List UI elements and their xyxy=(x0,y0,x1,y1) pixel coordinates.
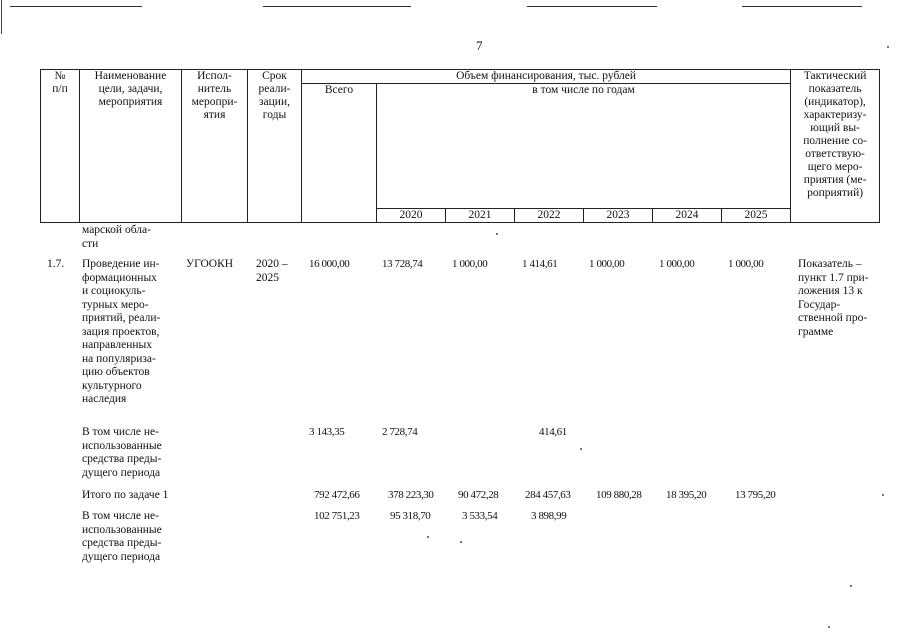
row-1-7-2024: 1 000,00 xyxy=(659,258,695,270)
row-total-task1-2021: 90 472,28 xyxy=(458,489,499,501)
row-1-7-executor: УГООКН xyxy=(186,258,234,270)
row-1-7-indicator: Показатель – пункт 1.7 при- ложения 13 к Государ- ственной про- грамме xyxy=(798,258,869,338)
top-rule-2 xyxy=(263,6,411,7)
header-year-2024: 2024 xyxy=(653,209,722,223)
scan-speck xyxy=(850,585,852,587)
table-header xyxy=(40,69,880,223)
row-1-7-name: Проведение ин- формационных и социокуль- турных меро- приятий, реали- зация проектов, направленных на популяриза- цию объектов культурного наследия xyxy=(82,258,161,405)
row-total-task1-2022: 284 457,63 xyxy=(525,489,571,501)
row-1-7-total: 16 000,00 xyxy=(309,258,350,270)
row-1-7-2021: 1 000,00 xyxy=(452,258,488,270)
scan-speck xyxy=(887,46,889,48)
header-indicator: Тактический показатель (индикатор), характеризу- ющий вы- полнение со- ответствую- щего меро- приятия (ме- роприятий) xyxy=(791,70,880,223)
scan-speck xyxy=(496,233,498,235)
row-1-7-2023: 1 000,00 xyxy=(589,258,625,270)
top-rule-1 xyxy=(10,6,142,7)
header-total: Всего xyxy=(302,84,377,223)
top-rule-4 xyxy=(742,6,862,7)
row-unused-2-total: 102 751,23 xyxy=(314,510,360,522)
scan-speck xyxy=(580,448,582,450)
header-year-2020: 2020 xyxy=(377,209,446,223)
row-total-task1-2025: 13 795,20 xyxy=(735,489,776,501)
header-finance: Объем финансирования, тыс. рублей xyxy=(302,70,791,84)
row-total-task1-2024: 18 395,20 xyxy=(666,489,707,501)
scan-speck xyxy=(882,494,884,496)
row-unused-2-2021: 3 533,54 xyxy=(462,510,498,522)
scan-speck xyxy=(460,541,462,543)
row-unused-2-2020: 95 318,70 xyxy=(390,510,431,522)
header-name: Наименование цели, задачи, мероприятия xyxy=(80,70,182,223)
row-unused-2-2022: 3 898,99 xyxy=(531,510,567,522)
header-year-2023: 2023 xyxy=(584,209,653,223)
page-number: 7 xyxy=(476,38,483,53)
header-by-years: в том числе по годам xyxy=(377,84,791,209)
header-no: № п/п xyxy=(41,70,80,223)
scan-edge-mark xyxy=(1,0,2,34)
header-executor: Испол- нитель меропри- ятия xyxy=(182,70,248,223)
header-term: Срок реали- зации, годы xyxy=(248,70,302,223)
row-total-task1-total: 792 472,66 xyxy=(314,489,360,501)
row-1-7-no: 1.7. xyxy=(47,258,65,270)
row-1-7-term: 2020 – 2025 xyxy=(256,258,288,284)
row-total-task1-2020: 378 223,30 xyxy=(388,489,434,501)
header-year-2025: 2025 xyxy=(722,209,791,223)
row-unused-1-2020: 2 728,74 xyxy=(382,426,418,438)
row-unused-1-2022: 414,61 xyxy=(539,426,567,438)
scan-speck xyxy=(828,626,830,628)
row-1-7-2020: 13 728,74 xyxy=(382,258,423,270)
row-total-task1-2023: 109 880,28 xyxy=(596,489,642,501)
header-year-2022: 2022 xyxy=(515,209,584,223)
scan-speck xyxy=(427,536,429,538)
top-rule-3 xyxy=(527,6,657,7)
row-total-task1-name: Итого по задаче 1 xyxy=(82,489,169,501)
header-year-2021: 2021 xyxy=(446,209,515,223)
row-unused-1-name: В том числе не- использованные средства преды- дущего периода xyxy=(82,426,162,479)
row-1-7-2025: 1 000,00 xyxy=(728,258,764,270)
row-unused-1-total: 3 143,35 xyxy=(309,426,345,438)
row-1-7-2022: 1 414,61 xyxy=(522,258,558,270)
row-unused-2-name: В том числе не- использованные средства преды- дущего периода xyxy=(82,510,162,563)
continuation-text: марской обла- сти xyxy=(82,224,151,250)
